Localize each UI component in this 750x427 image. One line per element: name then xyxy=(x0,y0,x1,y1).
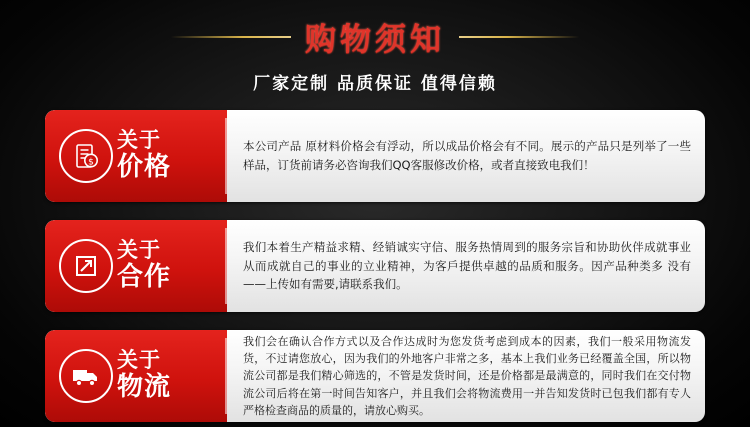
logistics-icon-wrap xyxy=(55,349,117,403)
price-description: 本公司产品 原材料价格会有浮动，所以成品价格会有不同。展示的产品只是列举了一些样品，订货前请务必咨询我们QQ客服修改价格，或者直接致电我们！ xyxy=(243,139,691,172)
cooperation-icon-wrap xyxy=(55,239,117,293)
delivery-truck-icon xyxy=(59,349,113,403)
cooperation-label-bottom: 合作 xyxy=(117,262,172,293)
title-row xyxy=(0,14,750,59)
svg-text:$: $ xyxy=(88,157,94,168)
price-label xyxy=(117,128,227,183)
banner-header xyxy=(0,0,750,94)
title-rule-left xyxy=(171,36,291,38)
section-logistics-label-block xyxy=(45,330,227,422)
price-icon-wrap xyxy=(55,129,117,183)
price-label-top: 关于 xyxy=(117,128,161,153)
cooperation-label xyxy=(117,238,227,293)
logistics-label xyxy=(117,348,227,403)
title-rule-right xyxy=(459,36,579,38)
sections-list xyxy=(0,110,750,422)
section-cooperation xyxy=(45,220,705,312)
price-label-bottom: 价格 xyxy=(117,152,172,183)
logistics-label-bottom: 物流 xyxy=(117,372,172,403)
section-price xyxy=(45,110,705,202)
page-title: 购物须知 xyxy=(305,22,445,58)
page-subtitle: 厂家定制 品质保证 值得信赖 xyxy=(253,74,497,94)
section-cooperation-label-block xyxy=(45,220,227,312)
price-document-icon xyxy=(59,129,113,183)
logistics-label-top: 关于 xyxy=(117,348,161,373)
cooperation-description: 我们本着生产精益求精、经销诚实守信、服务热情周到的服务宗旨和协助伙伴成就事业从而成就自己的事业的立业精神，为客戶提供卓越的品质和服务。因产品种类多 没有——上传如有需要,请联系我们。 xyxy=(243,239,691,292)
section-price-label-block xyxy=(45,110,227,202)
logistics-description: 我们会在确认合作方式以及合作达成时为您发货考虑到成本的因素，我们一般采用物流发货，不过请您放心，因为我们的外地客户非常之多，基本上我们业务已经覆盖全国，所以物流公司都是我们精心筛选的，不管是发货时间，还是价格都是最满意的，同时我们在交付物流公司后将在第一时间告知客户，并且我们会将物流费用一并告知发货时已包我们都有专人严格检查商品的质量的，请放心购买。 xyxy=(243,335,691,417)
handshake-arrow-icon xyxy=(59,239,113,293)
section-logistics xyxy=(45,330,705,422)
cooperation-label-top: 关于 xyxy=(117,238,161,263)
